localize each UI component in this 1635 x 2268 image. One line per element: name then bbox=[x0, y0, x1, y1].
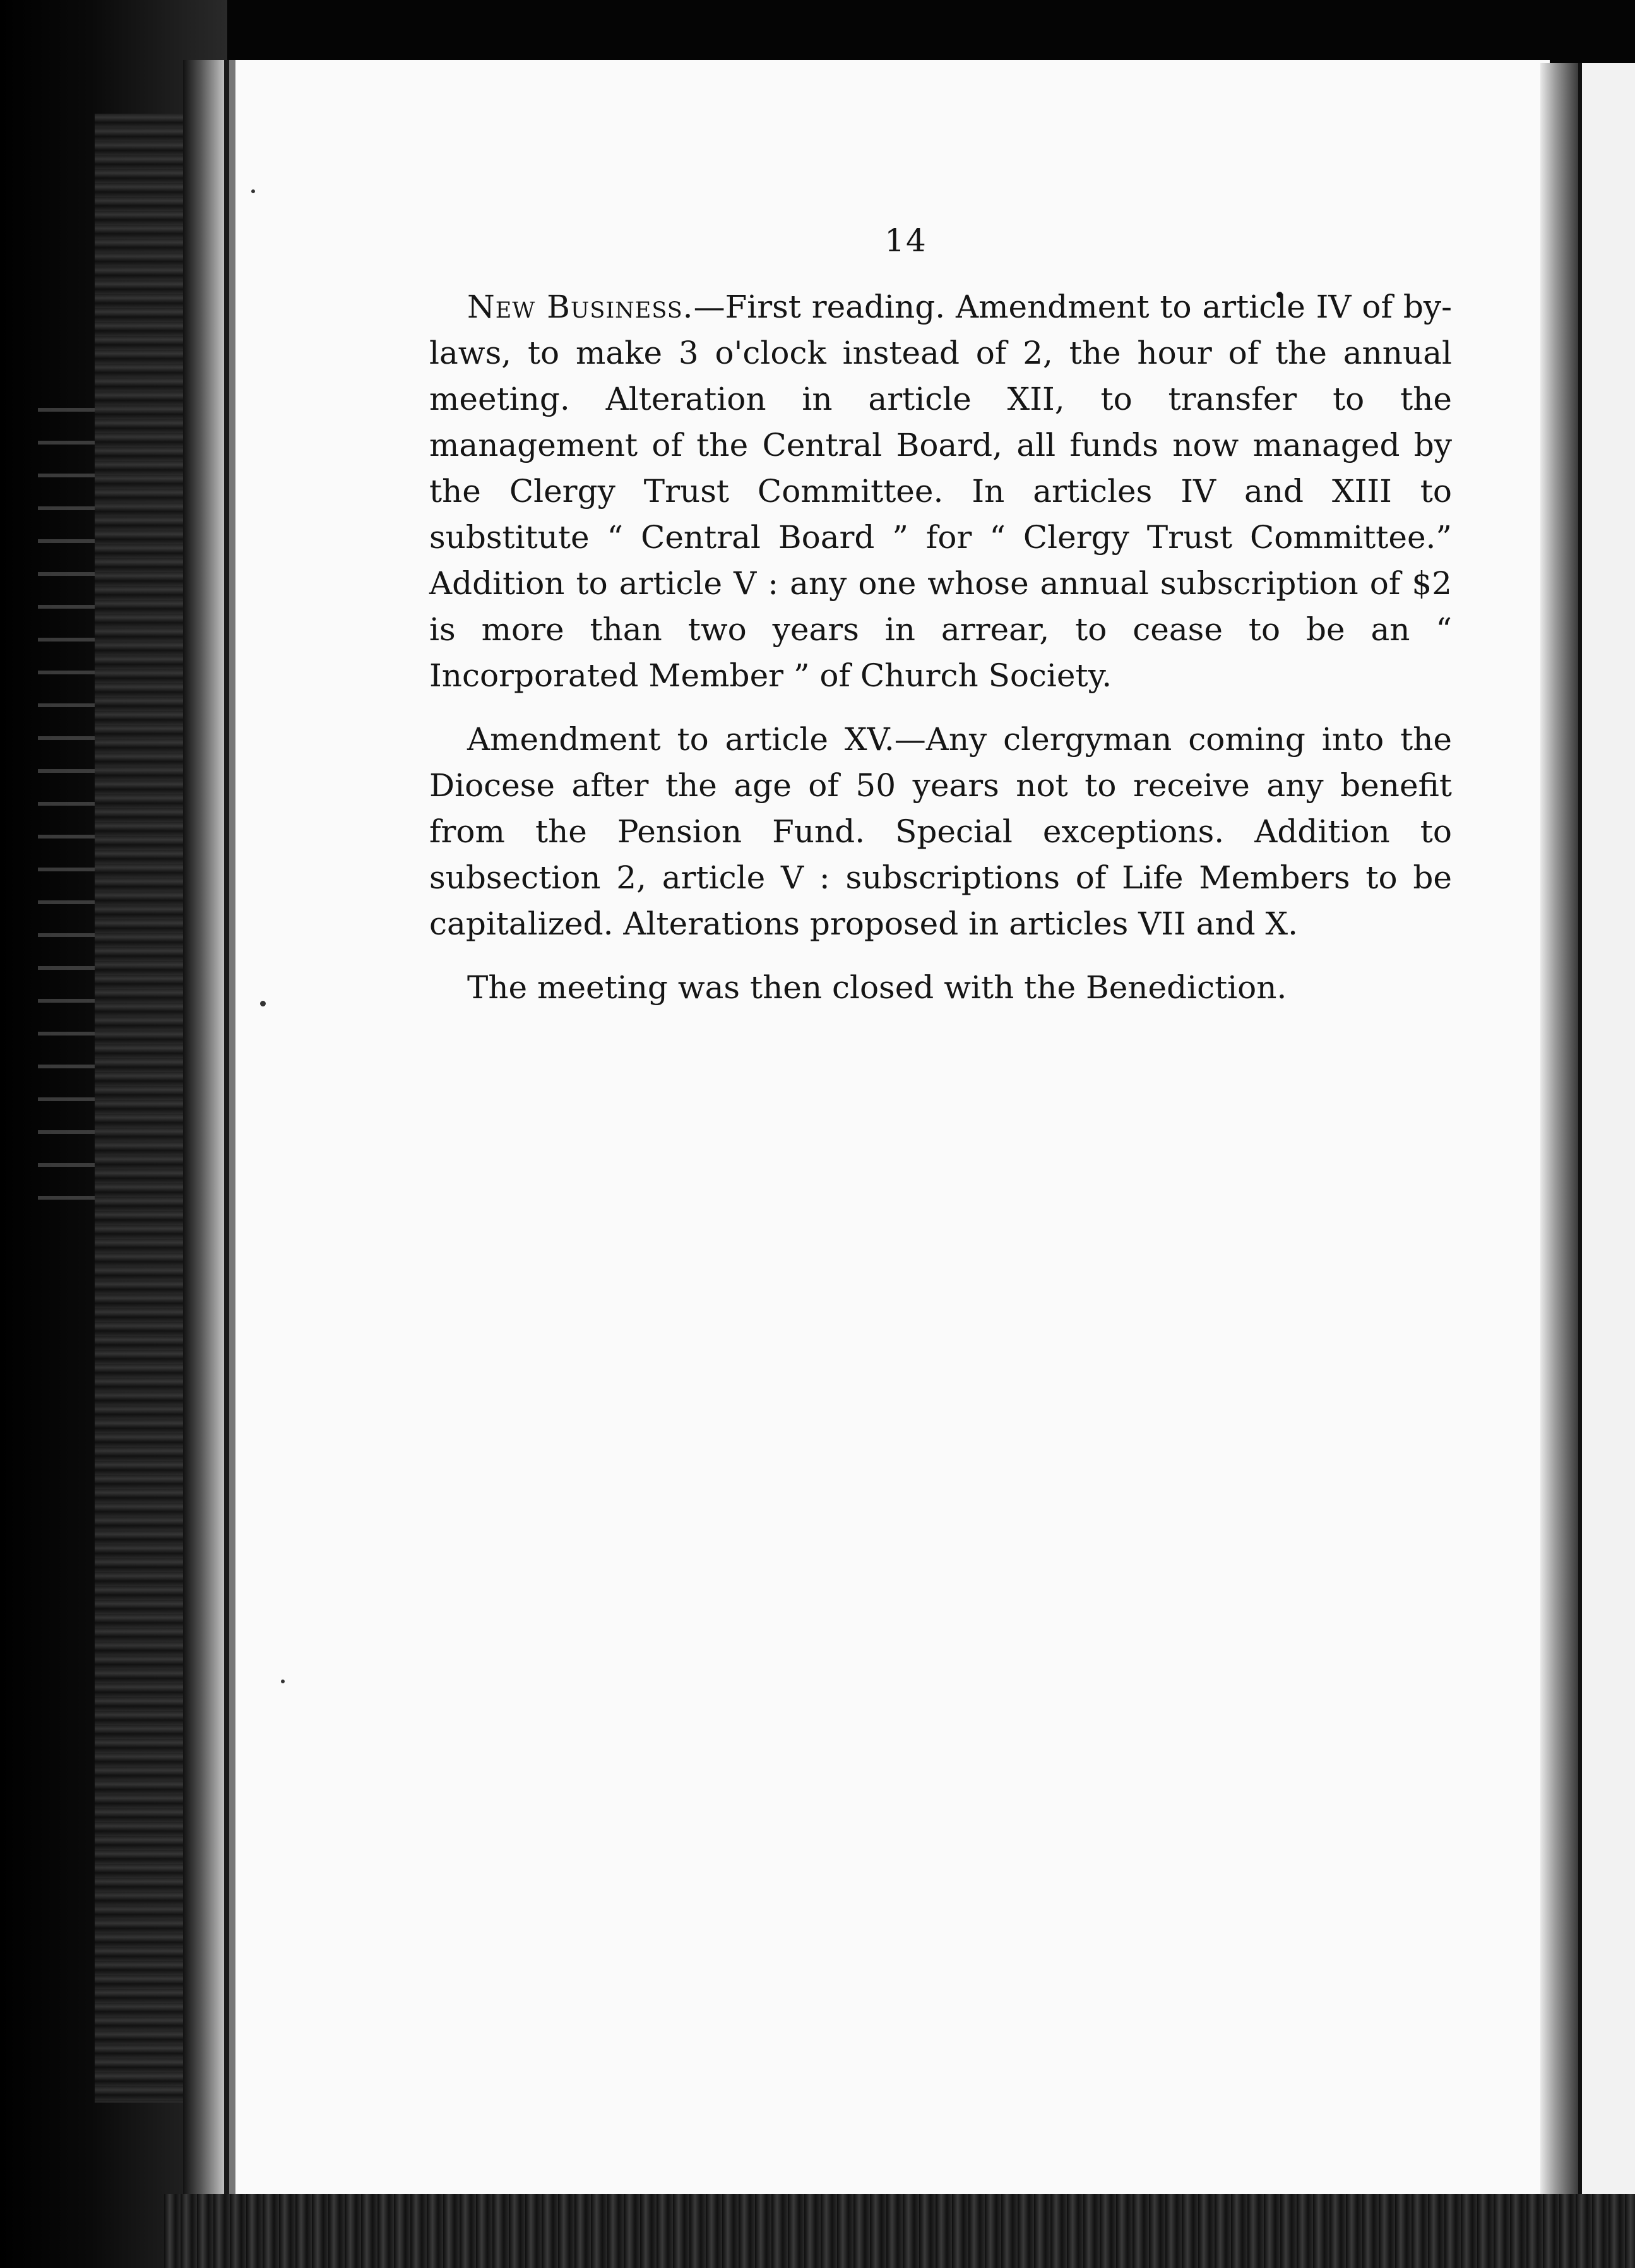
edge-marks bbox=[38, 379, 95, 1200]
page-text-block bbox=[429, 218, 1452, 1011]
paragraph-amendment: Amendment to article XV.—Any clergyman coming into the Diocese after the age of 50 years not to receive any benefit from the Pension Fund. Special exceptions. Addition to subsection 2, article V : subscriptions of Life Members to be capitalized. Alterations proposed in articles VII and X. bbox=[429, 721, 1452, 942]
book-edge-bottom bbox=[164, 2194, 1635, 2268]
book-spine-shadow bbox=[183, 60, 227, 2194]
page-edge-right bbox=[1540, 63, 1578, 2197]
paragraph-closing: The meeting was then closed with the Benediction. bbox=[467, 969, 1287, 1006]
page-number: 14 bbox=[884, 222, 927, 259]
paragraph-new-business bbox=[429, 284, 1452, 699]
page-stack-edge bbox=[95, 114, 183, 2103]
facing-page-sliver bbox=[1578, 63, 1635, 2197]
paragraph-new-business-body: —First reading. Amendment to article IV of by-laws, to make 3 o'clock instead of 2, the hour of the annual meeting. Alteration in article XII, to transfer to the management of the Central Board, all funds now managed by the Clergy Trust Committee. In articles IV and XIII to substitute “ Central Board ” for “ Clergy Trust Committee.” Addition to article V : any one whose annual subscription of $2 is more than two years in arrear, to cease to be an “ Incorporated Member ” of Church Society. bbox=[429, 289, 1452, 694]
section-lead-in: New Business. bbox=[467, 289, 694, 325]
